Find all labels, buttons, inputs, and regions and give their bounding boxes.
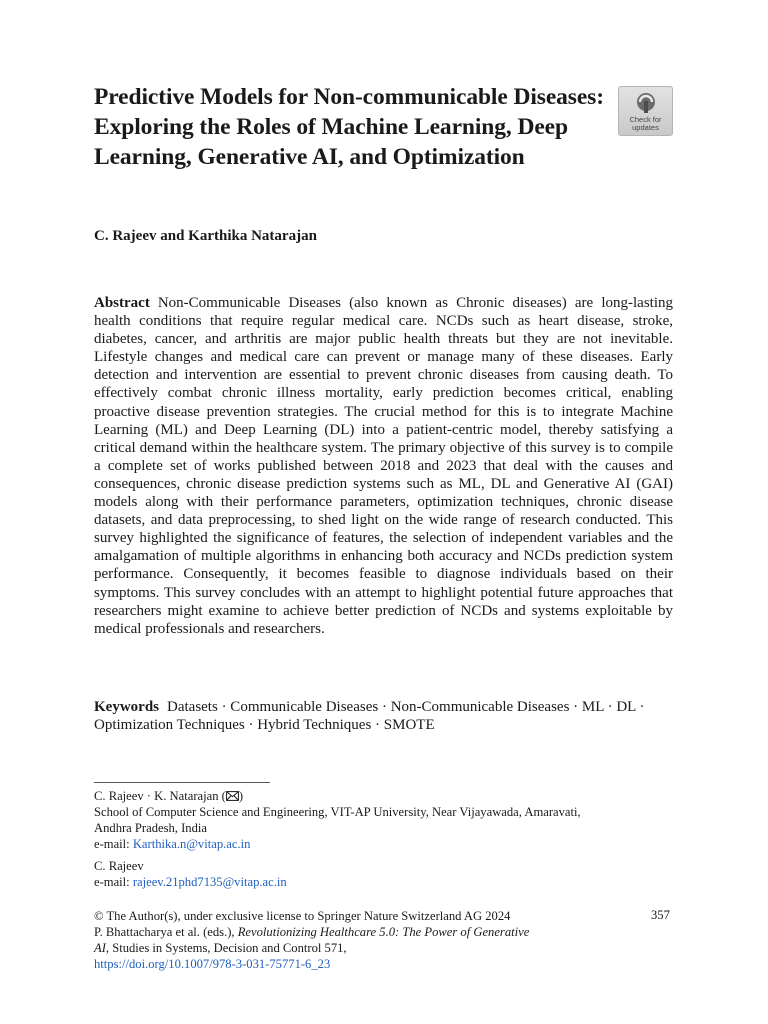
- publication-credits: [94, 908, 614, 972]
- abstract-text: Non-Communicable Diseases (also known as Chronic diseases) are long-lasting health conditions that require regular medical care. NCDs such as heart disease, stroke, diabetes, cancer, and arthritis are major public health threats but they are not inevitable. Lifestyle changes and medical care can prevent or manage many of these diseases. Early detection and intervention are essential to prevent chronic diseases from causing death. To effectively combat chronic illness mortality, early prediction becomes critical, enabling proactive disease prevention strategies. The crucial method for this is to integrate Machine Learning (ML) and Deep Learning (DL) into a patient-centric model, thereby satisfying a critical demand within the healthcare system. The primary objective of this survey is to compile a complete set of works published between 2018 and 2023 that deal with the causes and consequences, chronic disease prediction systems such as ML, DL and Generative AI (GAI) models along with their performance parameters, optimization techniques, chronic disease datasets, and data preprocessing, to shed light on the wide range of research conducted. This survey highlighted the significance of features, the selection of independent variables and the amalgamation of multiple algorithms in enhancing both accuracy and NCDs prediction system performance. Consequently, it becomes feasible to diagnose individuals based on their symptoms. This survey concludes with an attempt to highlight potential future approaches that researchers might examine to achieve better prediction of NCDs and systems exploitable by medical professionals and researchers.: [94, 295, 673, 637]
- badge-label-line1: Check for: [629, 115, 662, 124]
- book-title-line2: AI: [94, 941, 106, 955]
- check-for-updates-icon: [635, 91, 657, 115]
- affiliation-line-3: Andhra Pradesh, India: [94, 821, 207, 835]
- check-for-updates-badge[interactable]: [618, 86, 673, 136]
- second-author-name: C. Rajeev: [94, 859, 144, 873]
- paper-title: Predictive Models for Non-communicable Diseases: Exploring the Roles of Machine Learning, Deep Learning, Generative AI, and Optimization: [94, 84, 604, 170]
- page-number: 357: [651, 908, 670, 922]
- abstract-section: [94, 294, 673, 638]
- second-email-link[interactable]: rajeev.21phd7135@vitap.ac.in: [132, 875, 287, 889]
- email-label-2: e-mail:: [94, 875, 133, 889]
- author-list: C. Rajeev and Karthika Natarajan: [94, 228, 317, 244]
- envelope-icon: [226, 791, 239, 801]
- series-text: , Studies in Systems, Decision and Control 571,: [105, 941, 347, 955]
- email-label: e-mail:: [94, 837, 133, 851]
- editors-text: P. Bhattacharya et al. (eds.),: [94, 925, 238, 939]
- doi-link[interactable]: https://doi.org/10.1007/978-3-031-75771-6_23: [94, 957, 331, 971]
- abstract-heading: Abstract: [94, 295, 150, 311]
- keywords-text: Datasets · Communicable Diseases · Non-Communicable Diseases · ML · DL · Optimization Techniques · Hybrid Techniques · SMOTE: [94, 699, 645, 734]
- book-title-line1: Revolutionizing Healthcare 5.0: The Power of Generative: [237, 925, 530, 939]
- footnote-divider: [94, 782, 270, 783]
- copyright-line: © The Author(s), under exclusive license to Springer Nature Switzerland AG 2024: [94, 909, 511, 923]
- affiliation-footnote: [94, 788, 684, 852]
- badge-label-line2: updates: [632, 123, 659, 132]
- corresponding-email-link[interactable]: Karthika.n@vitap.ac.in: [132, 837, 251, 851]
- affiliation-line-2: School of Computer Science and Engineering, VIT-AP University, Near Vijayawada, Amaravati,: [94, 805, 581, 819]
- keywords-section: [94, 698, 673, 734]
- second-affiliation-footnote: [94, 858, 684, 890]
- affiliation-authors: C. Rajeev · K. Natarajan (: [94, 789, 226, 803]
- keywords-heading: Keywords: [94, 699, 159, 715]
- affiliation-close-paren: ): [238, 789, 244, 803]
